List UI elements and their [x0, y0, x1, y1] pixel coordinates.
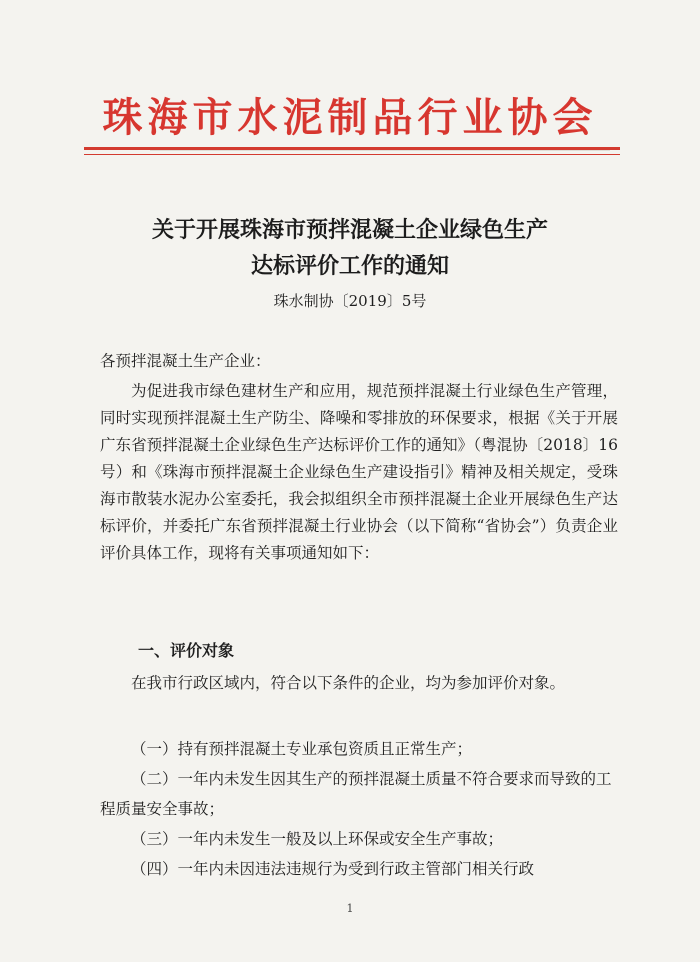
- show-through-line: [150, 150, 610, 151]
- page-number: 1: [346, 902, 354, 915]
- scope-paragraph: 在我市行政区域内，符合以下条件的企业，均为参加评价对象。: [131, 674, 566, 692]
- condition-list: [100, 734, 618, 884]
- condition-item: （二）一年内未发生因其生产的预拌混凝土质量不符合要求而导致的工程质量安全事故；: [100, 770, 612, 818]
- document-number: 珠水制协〔2019〕5号: [273, 292, 427, 310]
- notice-title-line-1: 关于开展珠海市预拌混凝土企业绿色生产: [151, 217, 548, 243]
- organization-letterhead: 珠海市水泥制品行业协会: [102, 94, 598, 141]
- salutation: 各预拌混凝土生产企业：: [100, 352, 271, 370]
- condition-item: （三）一年内未发生一般及以上环保或安全生产事故；: [131, 830, 504, 848]
- letterhead-rule-thin: [84, 154, 620, 155]
- condition-item: （一）持有预拌混凝土专业承包资质且正常生产；: [131, 740, 473, 758]
- condition-item: （四）一年内未因违法违规行为受到行政主管部门相关行政: [131, 860, 535, 878]
- letterhead-rule-thick: [84, 147, 620, 150]
- intro-paragraph: 为促进我市绿色建材生产和应用，规范预拌混凝土行业绿色生产管理，同时实现预拌混凝土生产防尘、降噪和零排放的环保要求，根据《关于开展广东省预拌混凝土企业绿色生产达标评价工作的通知》（粤混协〔2018〕16号）和《珠海市预拌混凝土企业绿色生产建设指引》精神及相关规定，受珠海市散装水泥办公室委托，我会拟组织全市预拌混凝土企业开展绿色生产达标评价，并委托广东省预拌混凝土行业协会（以下简称“省协会”）负责企业评价具体工作，现将有关事项通知如下：: [100, 382, 618, 562]
- section-heading: 一、评价对象: [138, 641, 235, 660]
- notice-title-line-2: 达标评价工作的通知: [250, 253, 449, 279]
